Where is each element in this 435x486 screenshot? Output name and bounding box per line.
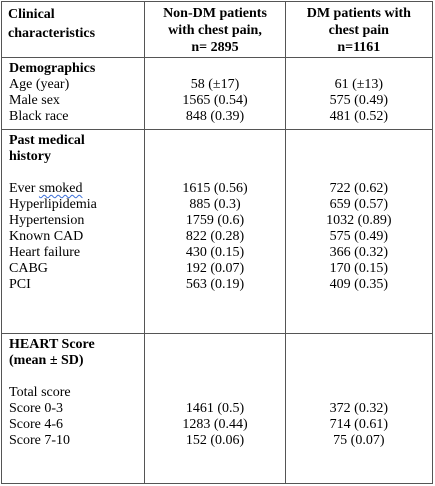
section-dm-values [285,333,432,483]
header-non-dm [145,2,285,58]
cell-value: 1615 (0.56) [182,181,248,197]
row-label: Heart failure [9,245,81,261]
section-non-dm-values [145,333,285,483]
cell-value: 75 (0.07) [333,432,385,448]
cell-value: 563 (0.19) [185,277,245,293]
section-heart-score [2,333,433,483]
row-label: Hyperlipidemia [9,197,97,213]
cell-value: 372 (0.32) [329,400,388,416]
cell-value: 659 (0.57) [329,197,388,213]
header-col3-line2: chest pain [328,23,389,38]
header-col1-line2: characteristics [8,26,96,41]
cell-value: 61 (±13) [334,77,384,93]
cell-value: 409 (0.35) [329,277,388,293]
row-label: Age (year) [9,77,70,93]
header-col2-line3: n= 2895 [191,40,239,55]
cell-value: 1283 (0.44) [182,416,248,432]
section-labels [2,333,145,483]
row-label: PCI [9,277,31,293]
row-label: CABG [9,261,48,277]
cell-value: 152 (0.06) [185,432,245,448]
cell-value: 366 (0.32) [329,245,388,261]
header-dm [285,2,432,58]
header-col3-line3: n=1161 [337,40,381,55]
row-label: Black race [9,109,69,125]
section-title: (mean ± SD) [9,352,84,368]
cell-value: 1461 (0.5) [185,400,245,416]
section-title: history [9,149,51,165]
cell-value: 58 (±17) [190,77,240,93]
header-characteristics [2,2,145,58]
cell-value: 722 (0.62) [329,181,388,197]
header-col1-line1: Clinical [8,7,55,22]
row-label: Male sex [9,93,60,109]
section-dm-values [285,130,432,334]
section-dm-values [285,58,432,130]
clinical-characteristics-table [1,1,433,484]
cell-value: 714 (0.61) [329,416,388,432]
cell-value: 575 (0.49) [329,93,388,109]
cell-value: 430 (0.15) [185,245,245,261]
header-col3-line1: DM patients with [306,6,411,21]
header-col2-line2: with chest pain, [168,23,262,38]
cell-value: 481 (0.52) [329,109,388,125]
cell-value: 1565 (0.54) [182,93,248,109]
section-title: Demographics [9,61,96,77]
cell-value: 1032 (0.89) [326,213,392,229]
section-title: Past medical [9,133,85,149]
spellcheck-underlined-word: smoked [38,181,83,197]
section-subtitle: Total score [9,384,71,400]
cell-value: 170 (0.15) [329,261,388,277]
section-non-dm-values [145,130,285,334]
table-header-row [2,2,433,58]
row-label: Known CAD [9,229,84,245]
cell-value: 575 (0.49) [329,229,388,245]
cell-value: 885 (0.3) [189,197,241,213]
cell-value: 192 (0.07) [185,261,245,277]
header-col2-line1: Non-DM patients [163,6,267,21]
section-labels [2,58,145,130]
cell-value: 848 (0.39) [185,109,245,125]
section-title: HEART Score [9,336,95,352]
row-label: Score 4-6 [9,416,64,432]
section-demographics [2,58,433,130]
cell-value: 822 (0.28) [185,229,245,245]
row-label [9,181,144,197]
row-label: Hypertension [9,213,85,229]
row-label: Score 0-3 [9,400,64,416]
cell-value: 1759 (0.6) [185,213,245,229]
row-label: Score 7-10 [9,432,71,448]
section-labels [2,130,145,334]
section-non-dm-values [145,58,285,130]
row-label-part: Ever [9,181,39,197]
section-past-medical-history [2,130,433,334]
